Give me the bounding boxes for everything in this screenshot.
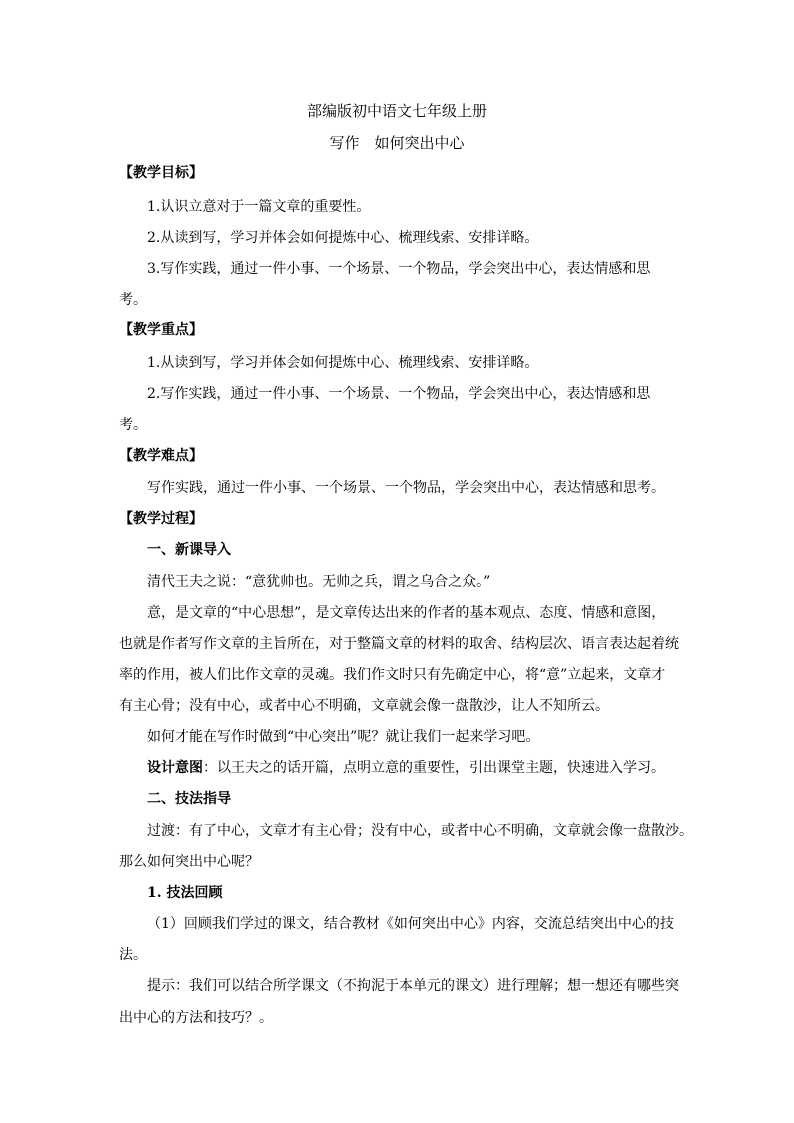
sub1-line-4: 出中心的方法和技巧？。 (119, 1010, 273, 1026)
part2-line-1: 过渡：有了中心，文章才有主心骨；没有中心，或者中心不明确，文章就会像一盘散沙。 (147, 823, 693, 839)
part1-line-1: 清代王夫之说：“意犹帅也。无帅之兵，谓之乌合之众。” (147, 574, 491, 590)
part2-line-2: 那么如何突出中心呢？ (119, 854, 259, 870)
part1-heading: 一、新课导入 (147, 542, 231, 558)
design-intent (147, 758, 665, 778)
design-intent-text: ：以王夫之的话开篇，点明立意的重要性，引出课堂主题，快速进入学习。 (203, 760, 665, 776)
doc-title: 部编版初中语文七年级上册 (306, 102, 487, 120)
part1-line-2: 意，是文章的“中心思想”，是文章传达出来的作者的基本观点、态度、情感和意图， (147, 605, 666, 621)
part1-line-4: 率的作用，被人们比作文章的灵魂。我们作文时只有先确定中心，将“意”立起来，文章才 (119, 667, 666, 683)
goal-3-cont: 考。 (119, 292, 147, 308)
sub1-line-2: 法。 (119, 947, 147, 963)
focus-2-cont: 考。 (119, 417, 147, 433)
part2-heading: 二、技法指导 (147, 791, 231, 807)
focus-2: 2.写作实践，通过一件小事、一个场景、一个物品，学会突出中心，表达情感和思 (147, 386, 651, 402)
sub1-heading: 1. 技法回顾 (147, 885, 223, 901)
goal-3: 3.写作实践，通过一件小事、一个场景、一个物品，学会突出中心，表达情感和思 (147, 261, 651, 277)
part1-line-5: 有主心骨；没有中心，或者中心不明确，文章就会像一盘散沙，让人不知所云。 (119, 698, 609, 714)
focus-1: 1.从读到写，学习并体会如何提炼中心、梳理线索、安排详略。 (147, 355, 539, 371)
part1-line-3: 也就是作者写作文章的主旨所在，对于整篇文章的材料的取舍、结构层次、语言表达起着统 (119, 636, 679, 652)
goal-2: 2.从读到写，学习并体会如何提炼中心、梳理线索、安排详略。 (147, 230, 539, 246)
difficulty-1: 写作实践，通过一件小事、一个场景、一个物品，学会突出中心，表达情感和思考。 (147, 480, 665, 496)
design-intent-label: 设计意图 (147, 760, 203, 776)
sub1-line-3: 提示：我们可以结合所学课文（不拘泥于本单元的课文）进行理解；想一想还有哪些突 (147, 978, 679, 994)
sub1-line-1: （1）回顾我们学过的课文，结合教材《如何突出中心》内容，交流总结突出中心的技 (147, 916, 674, 932)
difficulty-heading: 【教学难点】 (119, 448, 203, 464)
part1-line-6: 如何才能在写作时做到“中心突出”呢？就让我们一起来学习吧。 (147, 729, 540, 745)
process-heading: 【教学过程】 (119, 511, 203, 527)
doc-subtitle: 写作 如何突出中心 (329, 134, 465, 152)
goal-1: 1.认识立意对于一篇文章的重要性。 (147, 199, 371, 215)
goals-heading: 【教学目标】 (119, 165, 203, 181)
focus-heading: 【教学重点】 (119, 322, 203, 338)
